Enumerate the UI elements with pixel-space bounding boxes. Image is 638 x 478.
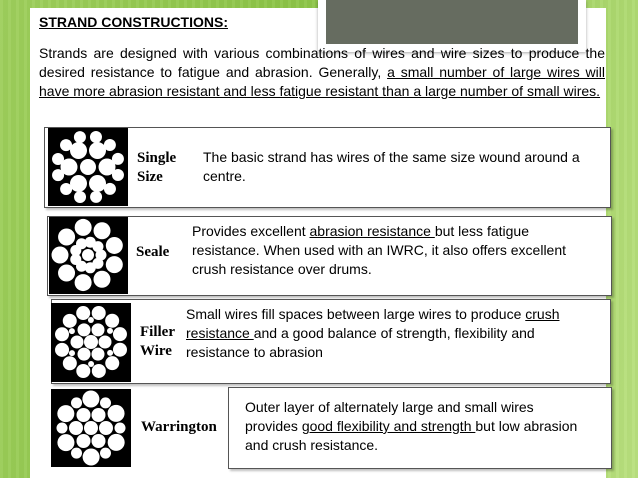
- wire-circle: [57, 405, 74, 422]
- wire-circle: [60, 139, 72, 151]
- wire-circle: [89, 142, 106, 159]
- wire-circle: [90, 131, 102, 143]
- wire-circle: [69, 421, 83, 435]
- text-segment: and a good balance of strength, flexibility and resistance to abrasion: [186, 325, 535, 360]
- wire-circle: [83, 448, 100, 465]
- wire-circle: [107, 328, 113, 334]
- filler-wire-label: [140, 323, 175, 361]
- wire-circle: [57, 423, 68, 434]
- wire-circle: [105, 356, 119, 370]
- wire-circle: [76, 364, 90, 378]
- text-segment: but less fatigue resistance. When used with an IWRC, it also offers excellent crush resistance over drums.: [192, 223, 567, 277]
- wire-circle: [80, 159, 96, 175]
- wire-circle: [74, 191, 86, 203]
- intro-text: Strands are designed with various combinations of wires and wire sizes to produce the desired resistance to fatigue and abrasion. Generally,: [39, 45, 605, 80]
- slide-title: STRAND CONSTRUCTIONS:: [39, 14, 228, 30]
- filler-wire-label-line1: Filler: [140, 324, 175, 340]
- wire-circle: [104, 139, 116, 151]
- wire-circle: [92, 323, 105, 336]
- underlined-text: crush resistance: [186, 306, 560, 341]
- wire-circle: [89, 175, 106, 192]
- wire-circle: [113, 327, 127, 341]
- wire-circle: [63, 356, 77, 370]
- wire-circle: [92, 241, 103, 252]
- seale-description: [192, 222, 587, 279]
- wire-circle: [57, 434, 74, 451]
- wire-circle: [69, 328, 75, 334]
- wire-circle: [106, 237, 123, 254]
- wire-circle: [60, 183, 72, 195]
- intro-paragraph: [39, 44, 605, 101]
- wire-circle: [112, 169, 124, 181]
- wire-circle: [75, 274, 92, 291]
- wire-circle: [100, 448, 111, 459]
- wire-circle: [113, 343, 127, 357]
- wire-circle: [75, 219, 92, 236]
- wire-circle: [108, 405, 125, 422]
- warrington-label: [141, 418, 217, 437]
- wire-circle: [84, 421, 98, 435]
- wire-circle: [99, 421, 113, 435]
- wire-circle: [70, 142, 87, 159]
- single-size-label-line2: Size: [137, 169, 163, 185]
- seale-label-line1: Seale: [136, 244, 170, 260]
- wire-circle: [82, 249, 94, 261]
- filler-wire-cross-section-image: [51, 303, 131, 382]
- wire-circle: [58, 228, 75, 245]
- warrington-label-line1: Warrington: [141, 419, 217, 435]
- warrington-description: [245, 398, 590, 455]
- wire-circle: [105, 314, 119, 328]
- wire-circle: [104, 183, 116, 195]
- wire-circle: [69, 350, 75, 356]
- wire-circle: [71, 336, 84, 349]
- wire-circle: [92, 348, 105, 361]
- wire-circle: [88, 361, 94, 367]
- wire-circle: [78, 348, 91, 361]
- wire-circle: [82, 391, 99, 408]
- wire-circle: [90, 191, 102, 203]
- seale-cross-section-image: [49, 217, 128, 294]
- wire-circle: [88, 317, 94, 323]
- header-photo: [326, 0, 578, 44]
- wire-circle: [52, 169, 64, 181]
- intro-underlined-text: a small number of large wires will have more abrasion resistant and less fatigue resistant than a large number of small wires.: [39, 64, 605, 99]
- wire-circle: [78, 323, 91, 336]
- wire-circle: [93, 271, 110, 288]
- wire-circle: [70, 175, 87, 192]
- wire-circle: [106, 256, 123, 273]
- single-size-cross-section-image: [48, 128, 128, 206]
- text-segment: but low abrasion and crush resistance.: [245, 418, 578, 453]
- wire-circle: [84, 335, 98, 349]
- wire-circle: [100, 397, 111, 408]
- text-segment: Outer layer of alternately large and small wires provides: [245, 399, 534, 434]
- wire-circle: [77, 434, 91, 448]
- wire-circle: [58, 264, 75, 281]
- wire-circle: [52, 153, 64, 165]
- wire-circle: [74, 131, 86, 143]
- wire-circle: [55, 343, 69, 357]
- text-segment: Provides excellent: [192, 223, 310, 239]
- single-size-label: [137, 149, 176, 187]
- wire-circle: [92, 434, 106, 448]
- wire-circle: [77, 408, 91, 422]
- single-size-label-line1: Single: [137, 150, 177, 166]
- filler-wire-label-line2: Wire: [140, 343, 172, 359]
- text-segment: The basic strand has wires of the same size wound around a centre.: [203, 149, 580, 184]
- warrington-cross-section-image: [51, 389, 131, 467]
- text-segment: Small wires fill spaces between large wires to produce: [186, 306, 526, 322]
- wire-circle: [112, 153, 124, 165]
- wire-circle: [92, 408, 106, 422]
- wire-circle: [55, 327, 69, 341]
- wire-circle: [92, 306, 106, 320]
- wire-circle: [92, 364, 106, 378]
- wire-circle: [115, 423, 126, 434]
- wire-circle: [71, 448, 82, 459]
- wire-circle: [99, 336, 112, 349]
- wire-circle: [63, 314, 77, 328]
- underlined-text: abrasion resistance: [309, 223, 435, 239]
- filler-wire-description: [186, 305, 601, 362]
- wire-circle: [94, 222, 111, 239]
- seale-label: [136, 243, 169, 262]
- underlined-text: good flexibility and strength: [301, 418, 476, 434]
- wire-circle: [108, 434, 125, 451]
- wire-circle: [52, 246, 69, 263]
- wire-circle: [76, 306, 90, 320]
- wire-circle: [107, 350, 113, 356]
- single-size-description: [203, 148, 583, 186]
- wire-circle: [71, 397, 82, 408]
